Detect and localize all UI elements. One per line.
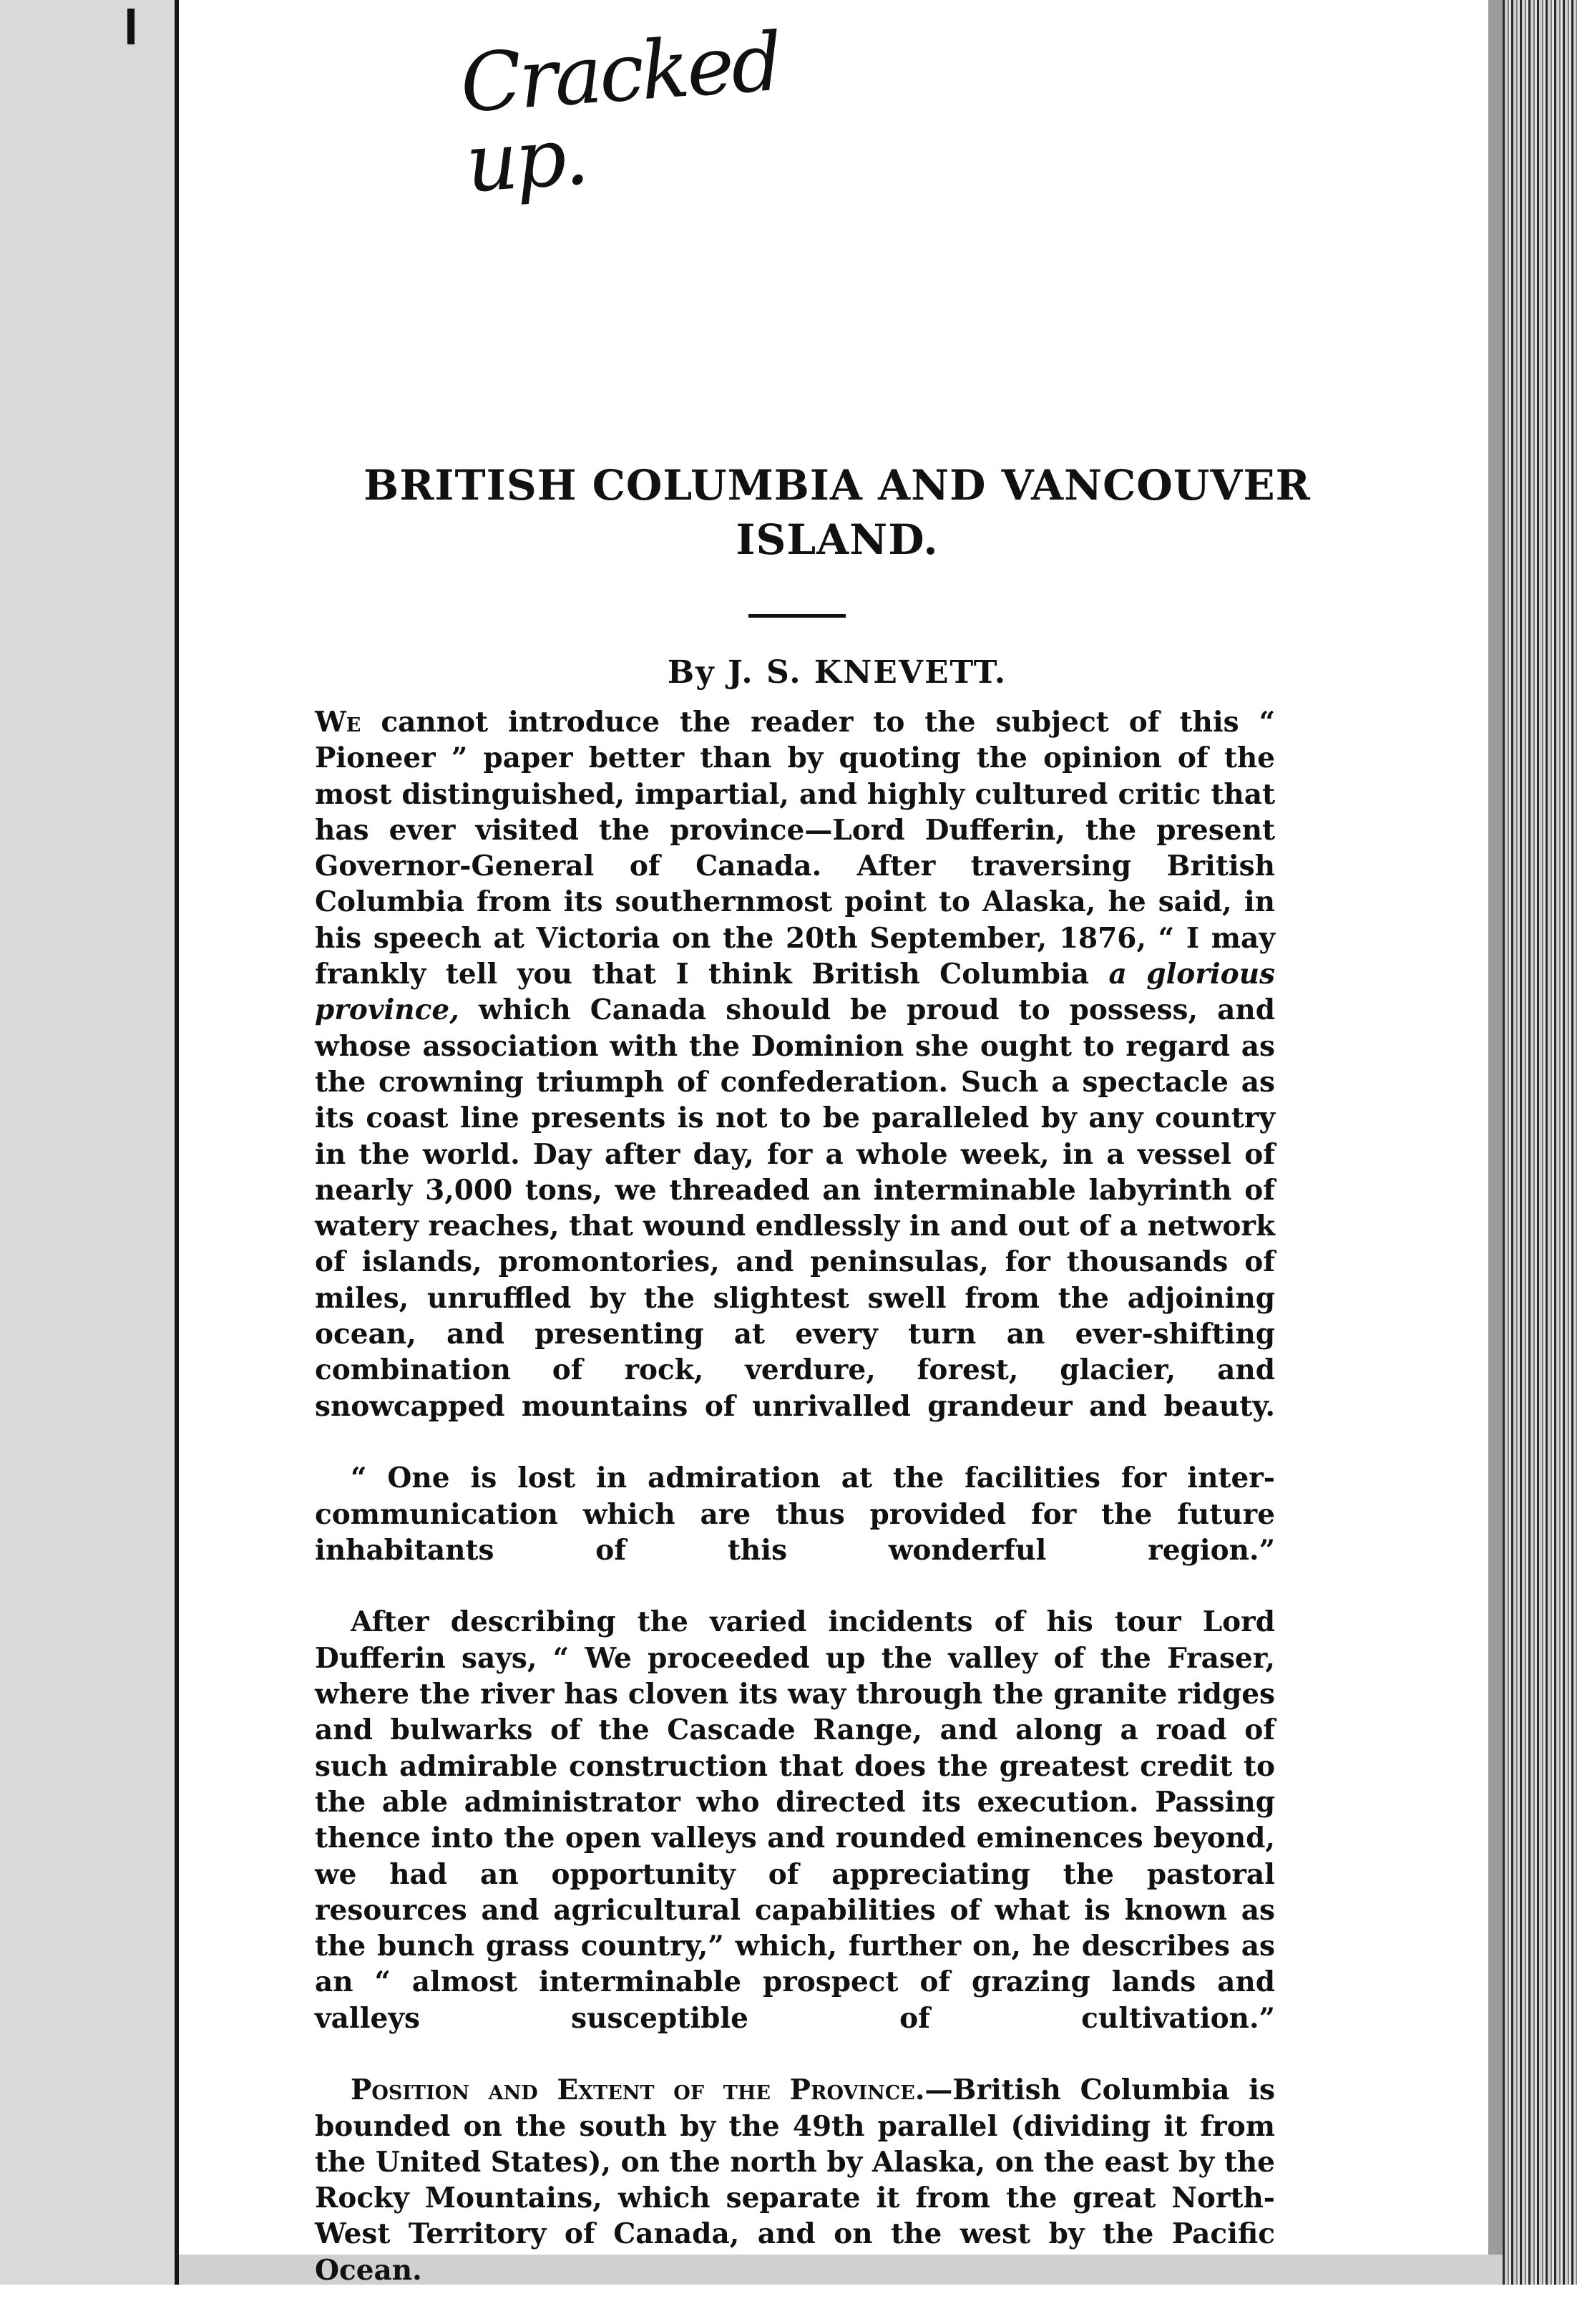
- paragraph-4-text: —British Columbia is bounded on the south by the 49th parallel (dividing it from the United States), on the north by Alaska, on the east by the Rocky Mountains, which separate it from the great North-West Territory of Canada, and on the west by the Pacific Ocean.: [315, 2073, 1275, 2287]
- paragraph-1-text: cannot introduce the reader to the subject of this “ Pioneer ” paper better than by quoting the opinion of the most distinguished, impartial, and highly cultured critic that has ever visited the province—Lord Dufferin, the present Governor-General of Canada. After traversing British Columbia from its southernmost point to Alaska, he said, in his speech at Victoria on the 20th September, 1876, “ I may frankly tell you that I think British Columbia: [315, 706, 1275, 991]
- article-title-line1: BRITISH COLUMBIA AND VANCOUVER: [363, 461, 1311, 510]
- paragraph-1-emphasis: a glorious province,: [315, 958, 1276, 1027]
- page-edge-shadow: [1488, 0, 1503, 2285]
- paragraph-3: After describing the varied incidents of his tour Lord Dufferin says, “ We proceeded up the valley of the Fraser, where the river has cloven its way through the granite ridges and bulwarks of the Cascade Range, and along a road of such admirable construction that does the greatest credit to the able administrator who directed its execution. Passing thence into the open valleys and rounded eminences beyond, we had an opportunity of appreciating the pastoral resources and agricultural capabilities of what is known as the bunch grass country,” which, further on, he describes as an “ almost interminable prospect of grazing lands and valleys susceptible of cultivation.”: [315, 1605, 1275, 2035]
- paragraph-2: “ One is lost in admiration at the facilities for inter-communication which are thus provided for the future inhabitants of this wonderful region.”: [315, 1462, 1275, 1567]
- book-binding-gutter: [0, 0, 179, 2285]
- article-byline: By J. S. KNEVETT.: [667, 654, 1007, 691]
- page-stack-edge: [1503, 0, 1577, 2285]
- paragraph-4: [315, 2072, 1275, 2324]
- article-body: [315, 704, 1275, 2324]
- paragraph-1-text-after: which Canada should be proud to possess, and whose association with the Dominion she ought to regard as the crowning triumph of confederation. Such a spectacle as its coast line presents is not to be paralleled by any country in the world. Day after day, for a whole week, in a vessel of nearly 3,000 tons, we threaded an interminable labyrinth of watery reaches, that wound endlessly in and out of a network of islands, promontories, and peninsulas, for thousands of miles, unruffled by the slightest swell from the adjoining ocean, and presenting at every turn an ever-shifting combination of rock, verdure, forest, glacier, and snowcapped mountains of unrivalled grandeur and beauty.: [315, 993, 1276, 1423]
- ink-speck: [127, 9, 135, 44]
- handwritten-note: Cracked up.: [457, 15, 783, 211]
- article-title-line2: ISLAND.: [736, 515, 939, 564]
- drop-word: We: [315, 706, 361, 739]
- title-divider: [748, 614, 846, 618]
- paragraph-1: [315, 704, 1275, 1460]
- section-heading: Position and Extent of the Province.: [351, 2073, 925, 2107]
